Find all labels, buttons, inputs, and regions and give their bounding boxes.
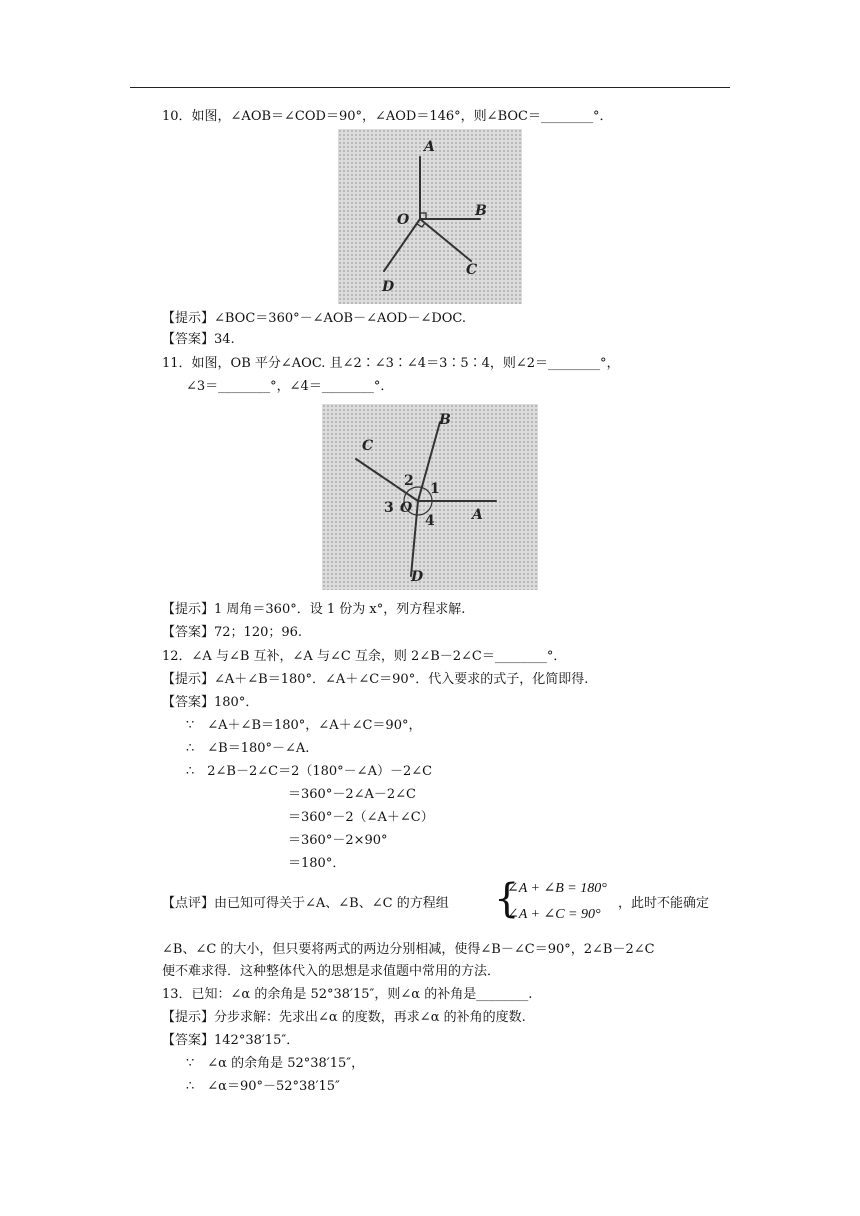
label-a: A — [424, 139, 435, 155]
ray-oc — [420, 219, 471, 261]
q12-answer: 【答案】180°． — [162, 695, 259, 710]
q10-figure-svg — [338, 129, 522, 304]
q12-question: 12．∠A 与∠B 互补，∠A 与∠C 互余，则 2∠B－2∠C＝________°． — [162, 649, 567, 664]
q12-step-5: ＝360°－2（∠A＋∠C） — [288, 810, 434, 825]
label-o: O — [400, 500, 413, 516]
q10-figure — [338, 129, 522, 304]
q13-step-2: ∴ ∠α＝90°－52°38′15″ — [186, 1079, 340, 1094]
q12-review-eq1: ∠A + ∠B = 180° — [507, 881, 607, 896]
q11-hint: 【提示】1 周角＝360°．设 1 份为 x°，列方程求解. — [162, 602, 466, 617]
q13-answer: 【答案】142°38′15″． — [162, 1033, 300, 1048]
q13-step-1: ∵ ∠α 的余角是 52°38′15″， — [186, 1056, 365, 1071]
q12-review-suffix: ，此时不能确定 — [618, 896, 710, 911]
q10-hint: 【提示】∠BOC＝360°－∠AOB－∠AOD－∠DOC. — [162, 311, 467, 326]
q12-review-eq2: ∠A + ∠C = 90° — [507, 907, 601, 922]
label-a: A — [472, 507, 483, 523]
q10-answer: 【答案】34. — [162, 332, 235, 347]
label-d: D — [411, 569, 424, 585]
q10-question: 10．如图，∠AOB＝∠COD＝90°，∠AOD＝146°，则∠BOC＝________°． — [162, 109, 613, 124]
q13-question: 13．已知：∠α 的余角是 52°38′15″，则∠α 的补角是________. — [162, 987, 533, 1002]
q12-step-3: ∴ 2∠B－2∠C＝2（180°－∠A）－2∠C — [186, 764, 433, 779]
label-angle-2: 2 — [404, 473, 414, 489]
q12-step-1: ∵ ∠A＋∠B＝180°，∠A＋∠C＝90°， — [186, 718, 422, 733]
q12-review-line3: 便不难求得．这种整体代入的思想是求值题中常用的方法． — [162, 964, 501, 979]
label-d: D — [382, 279, 395, 295]
label-b: B — [439, 412, 451, 428]
label-angle-3: 3 — [384, 500, 394, 516]
q11-question-line1: 11．如图，OB 平分∠AOC. 且∠2∶∠3∶∠4＝3∶5∶4，则∠2＝________°， — [162, 356, 620, 371]
q11-figure — [322, 404, 538, 590]
q12-review-line2: ∠B、∠C 的大小，但只要将两式的两边分别相减，使得∠B－∠C＝90°，2∠B－2∠C — [162, 942, 655, 957]
q12-step-6: ＝360°－2×90° — [288, 833, 388, 848]
right-angle-mark-cod — [417, 223, 425, 227]
q12-review-prefix: 【点评】由已知可得关于∠A、∠B、∠C 的方程组 — [162, 896, 449, 911]
q12-step-7: ＝180°． — [288, 856, 346, 871]
q12-step-2: ∴ ∠B＝180°－∠A. — [186, 741, 310, 756]
q11-answer: 【答案】72；120；96. — [162, 625, 303, 640]
label-b: B — [475, 203, 487, 219]
label-angle-4: 4 — [425, 513, 435, 529]
q13-hint: 【提示】分步求解：先求出∠α 的度数，再求∠α 的补角的度数. — [162, 1010, 526, 1025]
label-c: C — [466, 262, 478, 278]
label-o: O — [397, 212, 410, 228]
header-rule — [130, 87, 730, 88]
q12-step-4: ＝360°－2∠A－2∠C — [288, 787, 416, 802]
q11-question-line2: ∠3＝________°，∠4＝________°． — [186, 379, 394, 394]
equation-system-brace: { — [494, 876, 520, 922]
label-c: C — [362, 438, 374, 454]
q12-hint: 【提示】∠A＋∠B＝180°．∠A＋∠C＝90°．代入要求的式子，化简即得. — [162, 672, 589, 687]
q11-figure-svg — [322, 404, 538, 590]
label-angle-1: 1 — [430, 481, 440, 497]
